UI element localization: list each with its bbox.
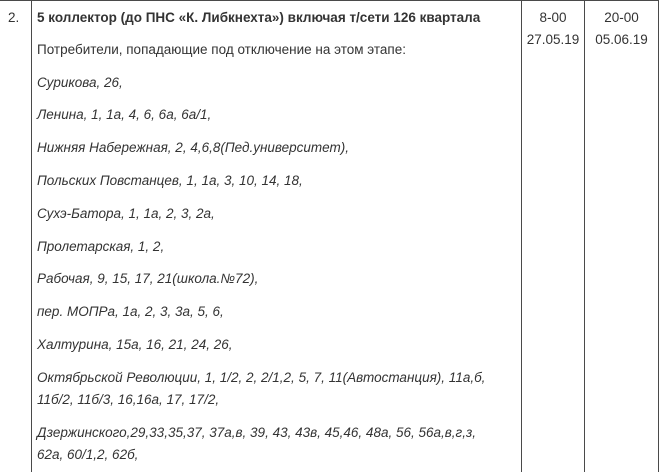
address-line: Рабочая, 9, 15, 17, 21(школа.№72), xyxy=(37,271,259,286)
section-title: 5 коллектор (до ПНС «К. Либкнехта») включая т/сети 126 квартала xyxy=(37,10,481,25)
row-number-cell xyxy=(0,0,31,472)
address-line: Октябрьской Революции, 1, 1/2, 2, 2/1,2, 5, 7, 11(Автостанция), 11а,б, xyxy=(37,370,486,385)
start-cell xyxy=(522,0,584,472)
end-cell xyxy=(585,0,658,472)
address-line: Ленина, 1, 1а, 4, 6, 6а, 6а/1, xyxy=(37,107,212,122)
address-line: 62а, 60/1,2, 62б, xyxy=(37,447,139,462)
start-time: 8-00 xyxy=(539,10,567,25)
end-time: 20-00 xyxy=(604,10,639,25)
row-number: 2. xyxy=(8,10,20,25)
address-line: Пролетарская, 1, 2, xyxy=(37,239,165,254)
consumers-intro: Потребители, попадающие под отключение на этом этапе: xyxy=(37,42,406,57)
address-line: Нижняя Набережная, 2, 4,6,8(Пед.университет), xyxy=(37,140,349,155)
start-date: 27.05.19 xyxy=(526,32,580,47)
address-line: Сурикова, 26, xyxy=(37,75,123,90)
address-line: 11б/2, 11б/3, 16,16а, 17, 17/2, xyxy=(37,392,220,407)
address-line: Халтурина, 15а, 16, 21, 24, 26, xyxy=(37,337,233,352)
address-line: пер. МОПРа, 1а, 2, 3, 3а, 5, 6, xyxy=(37,304,224,319)
description-cell xyxy=(32,0,521,472)
address-line: Сухэ-Батора, 1, 1а, 2, 3, 2а, xyxy=(37,206,215,221)
address-line: Польских Повстанцев, 1, 1а, 3, 10, 14, 18, xyxy=(37,173,303,188)
end-date: 05.06.19 xyxy=(595,32,648,47)
address-line: Дзержинского,29,33,35,37, 37а,в, 39, 43, 43в, 45,46, 48а, 56, 56а,в,г,з, xyxy=(37,425,476,440)
